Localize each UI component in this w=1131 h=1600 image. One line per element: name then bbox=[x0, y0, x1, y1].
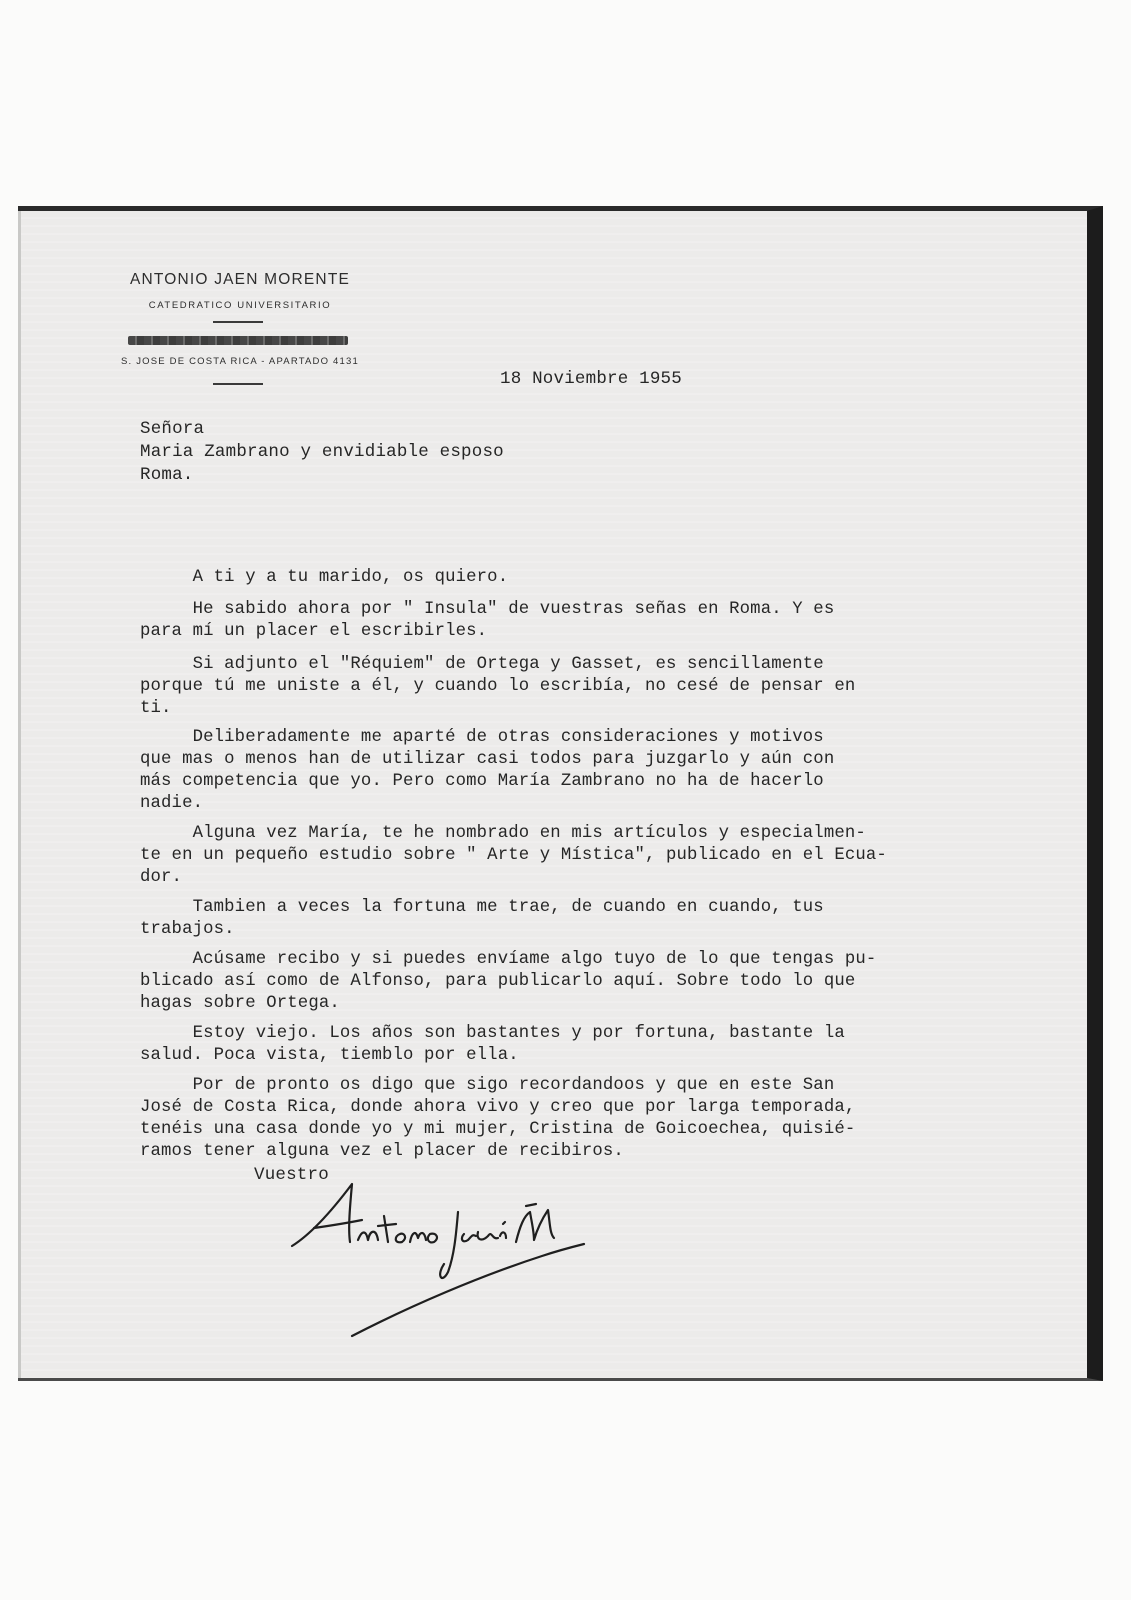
body-line: para mí un placer el escribirles. bbox=[140, 622, 488, 641]
body-line: Deliberadamente me aparté de otras consideraciones y motivos bbox=[140, 728, 824, 747]
letter-date: 18 Noviembre 1955 bbox=[500, 369, 682, 389]
body-line: Estoy viejo. Los años son bastantes y por fortuna, bastante la bbox=[140, 1024, 845, 1043]
body-line: A ti y a tu marido, os quiero. bbox=[140, 568, 509, 587]
body-line: hagas sobre Ortega. bbox=[140, 994, 340, 1013]
body-line: porque tú me uniste a él, y cuando lo escribía, no cesé de pensar en bbox=[140, 677, 856, 696]
body-line: trabajos. bbox=[140, 920, 235, 939]
body-line: Si adjunto el "Réquiem" de Ortega y Gasset, es sencillamente bbox=[140, 655, 824, 674]
body-line: Alguna vez María, te he nombrado en mis artículos y especialmen- bbox=[140, 824, 866, 843]
letterhead-rule bbox=[213, 321, 263, 323]
letterhead-address: S. JOSE DE COSTA RICA - APARTADO 4131 bbox=[121, 356, 359, 367]
body-line: Por de pronto os digo que sigo recordandoos y que en este San bbox=[140, 1076, 835, 1095]
sheet-edge bbox=[18, 211, 21, 1378]
body-line: ti. bbox=[140, 699, 172, 718]
body-line: Acúsame recibo y si puedes envíame algo tuyo de lo que tengas pu- bbox=[140, 950, 877, 969]
recipient-city: Roma. bbox=[140, 465, 194, 485]
body-line: más competencia que yo. Pero como María Zambrano no ha de hacerlo bbox=[140, 772, 824, 791]
body-line: José de Costa Rica, donde ahora vivo y creo que por larga temporada, bbox=[140, 1098, 856, 1117]
letterhead-title: CATEDRATICO UNIVERSITARIO bbox=[148, 300, 332, 311]
letterhead-rule bbox=[213, 383, 263, 385]
body-line: nadie. bbox=[140, 794, 204, 813]
body-line: tenéis una casa donde yo y mi mujer, Cristina de Goicoechea, quisié- bbox=[140, 1120, 856, 1139]
body-line: Tambien a veces la fortuna me trae, de cuando en cuando, tus bbox=[140, 898, 824, 917]
letter-sheet bbox=[18, 206, 1103, 1381]
body-line: que mas o menos han de utilizar casi todos para juzgarlo y aún con bbox=[140, 750, 835, 769]
body-line: He sabido ahora por " Insula" de vuestras señas en Roma. Y es bbox=[140, 600, 835, 619]
recipient-name: Maria Zambrano y envidiable esposo bbox=[140, 442, 504, 462]
recipient-salutation: Señora bbox=[140, 419, 205, 439]
body-line: salud. Poca vista, tiemblo por ella. bbox=[140, 1046, 519, 1065]
letterhead-name: ANTONIO JAEN MORENTE bbox=[129, 271, 351, 288]
handwritten-signature bbox=[280, 1176, 600, 1356]
body-line: blicado así como de Alfonso, para publicarlo aquí. Sobre todo lo que bbox=[140, 972, 856, 991]
body-line: dor. bbox=[140, 868, 183, 887]
letter-closing: Vuestro bbox=[254, 1165, 329, 1185]
body-line: te en un pequeño estudio sobre " Arte y Mística", publicado en el Ecua- bbox=[140, 846, 887, 865]
struck-out-address bbox=[128, 336, 348, 345]
body-line: ramos tener alguna vez el placer de recibiros. bbox=[140, 1142, 624, 1161]
